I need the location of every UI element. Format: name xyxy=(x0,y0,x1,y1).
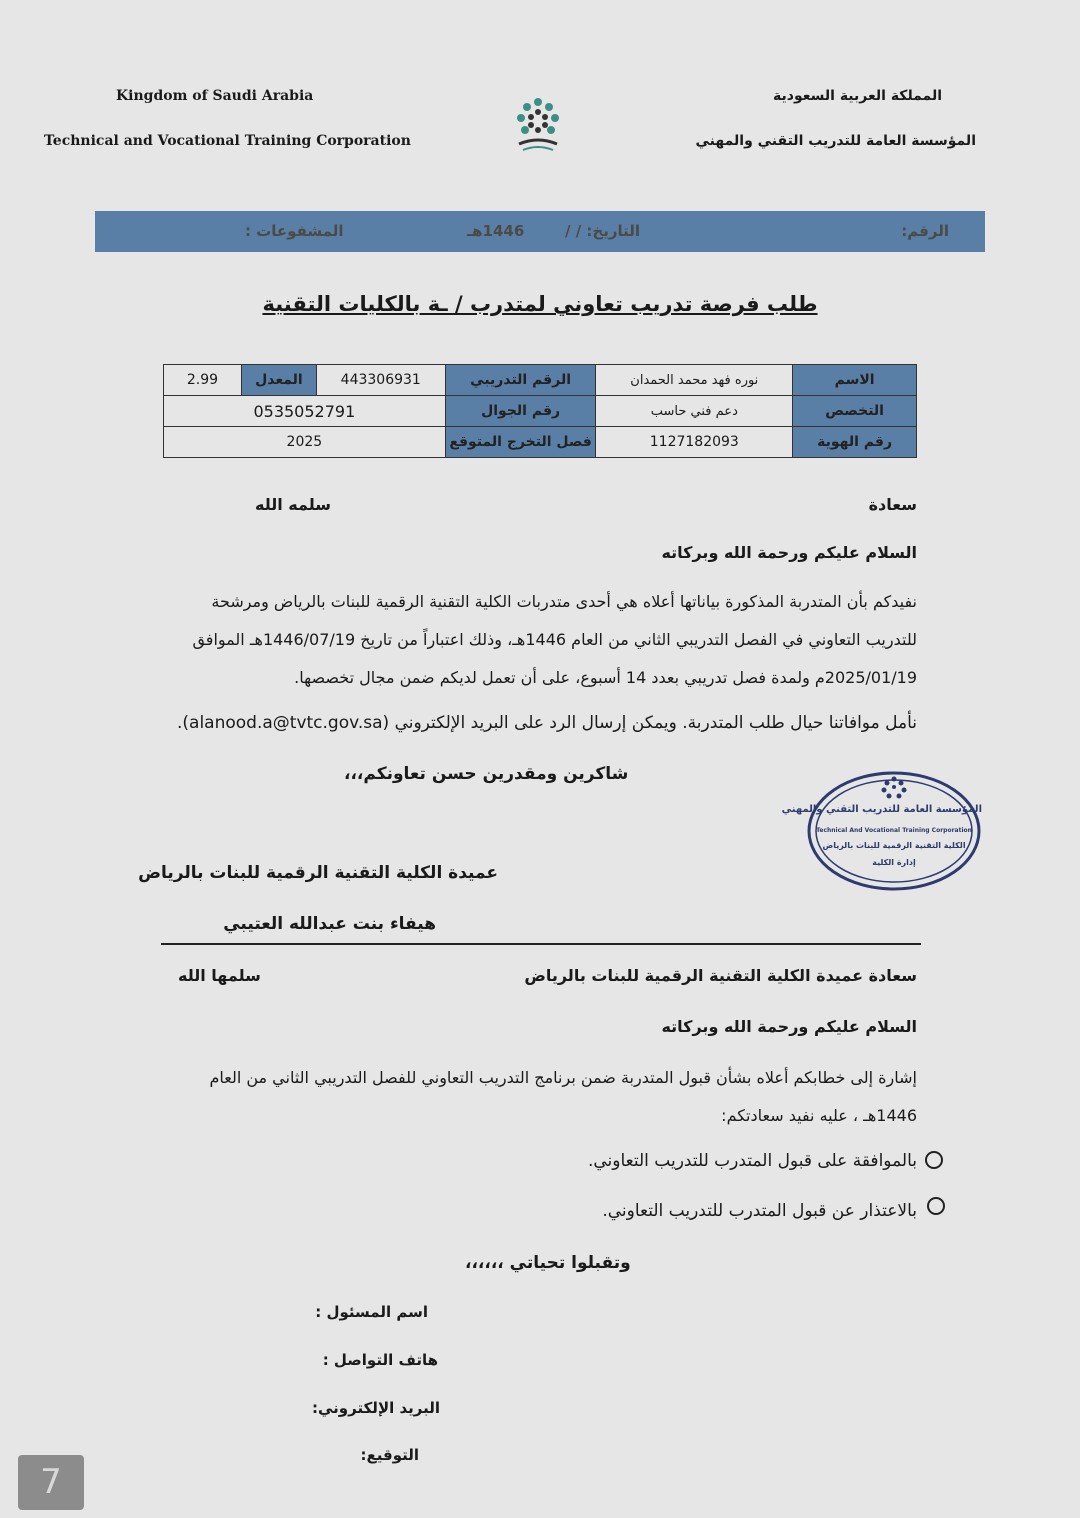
id-value: 1127182093 xyxy=(596,427,793,458)
accept-option-label: بالموافقة على قبول المتدرب للتدريب التعاوني. xyxy=(587,1151,917,1171)
letter-thanks: شاكرين ومقدرين حسن تعاونكم،،، xyxy=(344,764,629,784)
reply-body-line: 1446هـ ، عليه نفيد سعادتكم: xyxy=(721,1106,917,1125)
letter-salamah: سلمه الله xyxy=(255,495,331,514)
gpa-value: 2.99 xyxy=(164,365,242,396)
letter-body-line: نفيدكم بأن المتدربة المذكورة بياناتها أعلاه هي أحدى متدربات الكلية التقنية الرقمية للبنات بالرياض ومرشحة xyxy=(211,592,917,611)
letter-body-line: 2025/01/19م ولمدة فصل تدريبي بعدد 14 أسبوع، على أن تعمل لديكم ضمن مجال تخصصها. xyxy=(294,668,917,687)
section-divider xyxy=(161,943,921,945)
graduation-label: فصل التخرج المتوقع xyxy=(445,427,596,458)
dean-title: عميدة الكلية التقنية الرقمية للبنات بالرياض xyxy=(138,863,498,883)
major-value: دعم فني حاسب xyxy=(596,396,793,427)
letter-body-line: للتدريب التعاوني في الفصل التدريبي الثاني من العام 1446هـ، وذلك اعتباراً من تاريخ 1446/07/19هـ الموافق xyxy=(192,630,917,649)
training-number-value: 443306931 xyxy=(316,365,445,396)
major-label: التخصص xyxy=(793,396,917,427)
accept-radio[interactable] xyxy=(925,1151,943,1169)
reference-year: 1446هـ xyxy=(467,222,525,240)
header-en-country: Kingdom of Saudi Arabia xyxy=(116,88,314,104)
college-stamp xyxy=(781,770,982,892)
table-row xyxy=(164,396,917,427)
id-label: رقم الهوية xyxy=(793,427,917,458)
email-label: البريد الإلكتروني: xyxy=(312,1399,440,1417)
training-number-label: الرقم التدريبي xyxy=(445,365,596,396)
letter-salutation: سعادة xyxy=(868,495,917,514)
signature-label: التوقيع: xyxy=(360,1446,419,1464)
reply-closing: وتقبلوا تحياتي ،،،،،، xyxy=(465,1253,631,1273)
header-ar-org: المؤسسة العامة للتدريب التقني والمهني xyxy=(695,133,976,149)
header-en-org: Technical and Vocational Training Corporation xyxy=(44,133,411,149)
tvtc-logo-icon xyxy=(505,92,571,160)
reference-number-label: الرقم: xyxy=(901,222,949,240)
table-row xyxy=(164,365,917,396)
graduation-value: 2025 xyxy=(164,427,446,458)
gpa-label: المعدل xyxy=(241,365,316,396)
decline-option-label: بالاعتذار عن قبول المتدرب للتدريب التعاوني. xyxy=(602,1201,917,1221)
dean-name: هيفاء بنت عبدالله العتيبي xyxy=(223,914,436,934)
stamp-line: الكلية التقنية الرقمية للبنات بالرياض xyxy=(822,841,966,850)
reference-attachments-label: المشفوعات : xyxy=(245,222,344,240)
stamp-line: Technical And Vocational Training Corporation xyxy=(816,827,972,834)
name-label: الاسم xyxy=(793,365,917,396)
responsible-name-label: اسم المسئول : xyxy=(315,1303,428,1321)
contact-phone-label: هاتف التواصل : xyxy=(322,1351,438,1369)
letter-body xyxy=(163,583,917,697)
name-value: نوره فهد محمد الحمدان xyxy=(596,365,793,396)
decline-radio[interactable] xyxy=(927,1197,945,1215)
header-ar-country: المملكة العربية السعودية xyxy=(773,88,942,104)
reference-bar xyxy=(95,211,985,252)
table-row xyxy=(164,427,917,458)
reply-body-line: إشارة إلى خطابكم أعلاه بشأن قبول المتدربة ضمن برنامج التدريب التعاوني للفصل التدريبي الثاني من العام xyxy=(209,1068,917,1087)
stamp-line: إدارة الكلية xyxy=(872,858,916,867)
letter-greeting: السلام عليكم ورحمة الله وبركاته xyxy=(661,543,917,562)
reply-salamah: سلمها الله xyxy=(178,966,261,985)
reference-date-label: التاريخ: / / xyxy=(565,222,641,240)
page-title: طلب فرصة تدريب تعاوني لمتدرب / ـة بالكليات التقنية xyxy=(262,292,818,316)
reply-salutation: سعادة عميدة الكلية التقنية الرقمية للبنات بالرياض xyxy=(524,966,917,985)
stamp-line: المؤسسة العامة للتدريب التقني والمهني xyxy=(781,804,982,815)
page-number-badge: 7 xyxy=(18,1455,84,1510)
mobile-value: 0535052791 xyxy=(164,396,446,427)
reply-greeting: السلام عليكم ورحمة الله وبركاته xyxy=(661,1017,917,1036)
letter-request: نأمل موافاتنا حيال طلب المتدربة. ويمكن إرسال الرد على البريد الإلكتروني (alanood.a@tvtc.gov.sa). xyxy=(176,713,917,733)
trainee-info-table xyxy=(163,364,917,458)
mobile-label: رقم الجوال xyxy=(445,396,596,427)
reply-body xyxy=(163,1059,917,1135)
